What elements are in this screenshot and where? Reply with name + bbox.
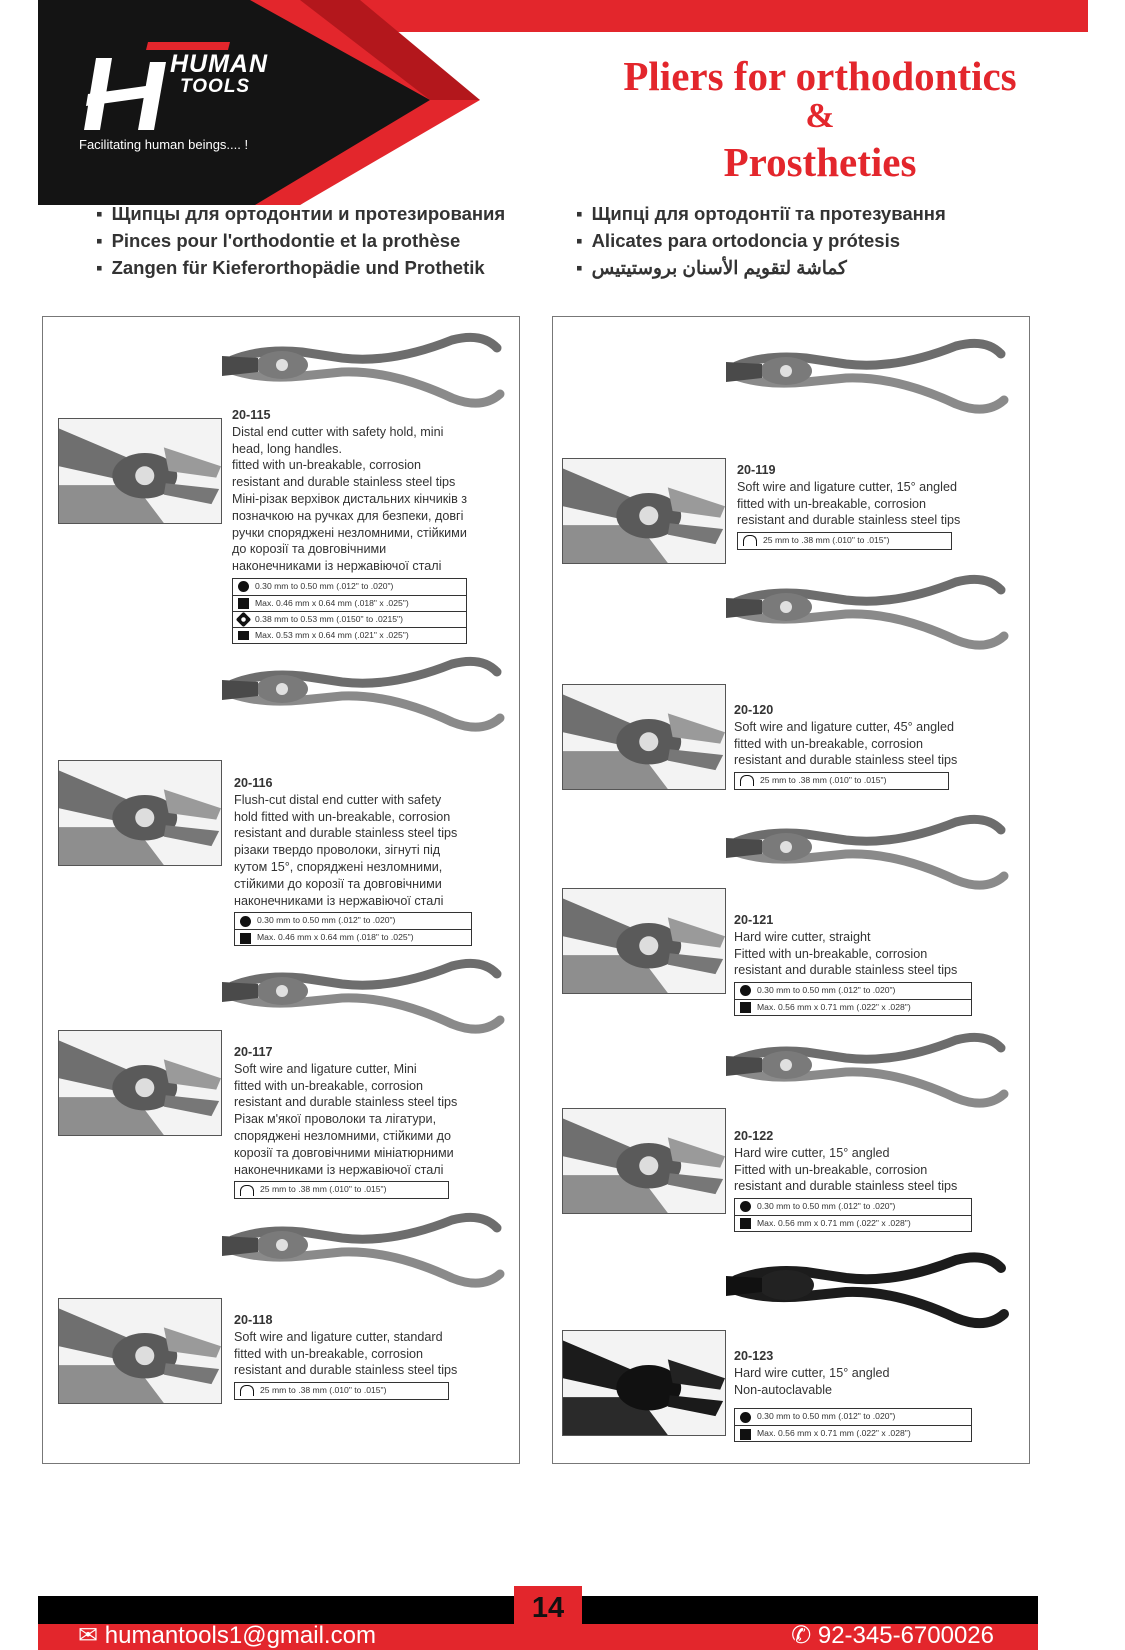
- product-description: Soft wire and ligature cutter, Mini fitted with un-breakable, corrosion resistant and durable stainless steel tips Різак м'якої проволоки та лігатури, споряджені незломними, стійкими до корозії та довговічними мініатюрними наконечниками із нержавіючої сталі: [234, 1061, 458, 1177]
- spec-row: Max. 0.56 mm x 0.71 mm (.022" x .028"): [735, 1215, 971, 1231]
- language-item: ▪ كماشة لتقويم الأسنان بروستيتيس: [576, 254, 946, 281]
- spec-table: [734, 982, 972, 1016]
- round-wire-icon: [240, 916, 251, 927]
- plier-image: [726, 812, 1016, 902]
- language-item: ▪ Щипці для ортодонтії та протезування: [576, 200, 946, 227]
- plier-closeup-photo: [562, 458, 726, 564]
- product-20-118: [234, 1312, 519, 1400]
- product-code: 20-119: [737, 463, 776, 477]
- product-code: 20-123: [734, 1349, 774, 1363]
- language-item: ▪ Zangen für Kieferorthopädie und Prothetik: [96, 254, 505, 281]
- product-code: 20-122: [734, 1129, 774, 1143]
- page-title-2: Prostheties: [723, 139, 917, 185]
- language-item: ▪ Щипцы для ортодонтии и протезирования: [96, 200, 505, 227]
- round-wire-icon: [740, 1412, 751, 1423]
- wire-size-icon: [240, 1185, 254, 1196]
- spec-row: 0.30 mm to 0.50 mm (.012" to .020"): [735, 1409, 971, 1425]
- language-item: ▪ Alicates para ortodoncia y prótesis: [576, 227, 946, 254]
- plier-closeup-photo: [58, 1298, 222, 1404]
- plier-closeup-photo: [562, 684, 726, 790]
- product-20-119: [737, 462, 1022, 550]
- square-wire-icon: [240, 933, 251, 944]
- product-description: Flush-cut distal end cutter with safety hold fitted with un-breakable, corrosion resistant and durable stainless steel tips різаки твердо проволоки, зігнуті під кутом 15°, споряджені незломними, стійкими до корозії та довговічними наконечниками із нержавіючої сталі: [234, 792, 458, 908]
- spec-row: 25 mm to .38 mm (.010" to .015"): [738, 533, 951, 549]
- brand-tagline: Facilitating human beings.... !: [79, 137, 249, 152]
- wire-size-icon: [240, 1385, 254, 1396]
- spec-table: [737, 532, 952, 550]
- wire-size-icon: [743, 535, 757, 546]
- round-wire-icon: [238, 581, 249, 592]
- language-item: ▪ Pinces pour l'orthodontie et la prothèse: [96, 227, 505, 254]
- plier-closeup-photo: [58, 1030, 222, 1136]
- brand-name-2: TOOLS: [180, 76, 251, 97]
- language-list-left: [96, 200, 505, 281]
- product-20-117: [234, 1044, 519, 1199]
- plier-closeup-photo: [562, 1108, 726, 1214]
- square-wire-icon: [740, 1429, 751, 1440]
- product-20-123: [734, 1348, 1019, 1442]
- spec-row: 0.38 mm to 0.53 mm (.0150" to .0215"): [233, 611, 466, 627]
- spec-table: [734, 1198, 972, 1232]
- product-code: 20-115: [232, 408, 271, 422]
- spec-row: 0.30 mm to 0.50 mm (.012" to .020"): [233, 579, 466, 595]
- spec-table: [234, 1181, 449, 1199]
- product-description: Hard wire cutter, straight Fitted with un-breakable, corrosion resistant and durable stainless steel tips: [734, 929, 958, 978]
- footer: [38, 1586, 1038, 1650]
- product-description: Soft wire and ligature cutter, 45° angled fitted with un-breakable, corrosion resistant and durable stainless steel tips: [734, 719, 958, 768]
- spec-row: 0.30 mm to 0.50 mm (.012" to .020"): [235, 913, 471, 929]
- product-code: 20-121: [734, 913, 774, 927]
- round-wire-icon: [740, 985, 751, 996]
- plier-image-black: [726, 1250, 1016, 1340]
- plier-image: [222, 1210, 512, 1300]
- page-title: Pliers for orthodontics: [623, 53, 1017, 99]
- product-20-116: [234, 775, 519, 946]
- plier-closeup-photo: [58, 418, 222, 524]
- plier-image: [222, 654, 512, 744]
- round-wire-icon: [740, 1201, 751, 1212]
- product-description: Hard wire cutter, 15° angled Fitted with un-breakable, corrosion resistant and durable stainless steel tips: [734, 1145, 958, 1194]
- phone-icon: ✆: [791, 1622, 812, 1649]
- product-code: 20-116: [234, 776, 273, 790]
- product-20-121: [734, 912, 1019, 1016]
- spec-row: 25 mm to .38 mm (.010" to .015"): [235, 1182, 448, 1198]
- spec-row: Max. 0.56 mm x 0.71 mm (.022" x .028"): [735, 1425, 971, 1441]
- square-wire-icon: [740, 1002, 751, 1013]
- plier-image: [726, 572, 1016, 662]
- language-list-right: [576, 200, 946, 281]
- spec-row: Max. 0.46 mm x 0.64 mm (.018" to .025"): [235, 929, 471, 945]
- product-20-120: [734, 702, 1019, 790]
- page-number: 14: [514, 1586, 582, 1630]
- product-20-122: [734, 1128, 1019, 1232]
- plier-image: [726, 336, 1016, 426]
- spec-table: [234, 912, 472, 946]
- spec-row: Max. 0.56 mm x 0.71 mm (.022" x .028"): [735, 999, 971, 1015]
- product-description: Distal end cutter with safety hold, mini head, long handles. fitted with un-breakable, corrosion resistant and durable stainless steel tips Міні-різак верхівок дистальних кінчиків з позначкою на ручках для безпеки, довгі ручки споряджені незломними, стійкими до корозії та довговічними наконечниками із нержавіючої сталі: [232, 424, 468, 574]
- spec-row: Max. 0.53 mm x 0.64 mm (.021" x .025"): [233, 627, 466, 643]
- product-code: 20-120: [734, 703, 774, 717]
- brand-name: HUMAN: [170, 50, 269, 78]
- spec-row: 0.30 mm to 0.50 mm (.012" to .020"): [735, 1199, 971, 1215]
- product-description: Hard wire cutter, 15° angled Non-autoclavable: [734, 1365, 890, 1397]
- spec-table: [734, 772, 949, 790]
- product-code: 20-118: [234, 1313, 273, 1327]
- footer-email[interactable]: ✉ humantools1@gmail.com: [78, 1622, 376, 1649]
- wire-size-icon: [740, 775, 754, 786]
- plier-image: [222, 956, 512, 1046]
- product-code: 20-117: [234, 1045, 273, 1059]
- spec-row: Max. 0.46 mm x 0.64 mm (.018" x .025"): [233, 595, 466, 611]
- spec-row: 25 mm to .38 mm (.010" to .015"): [235, 1383, 448, 1399]
- footer-phone[interactable]: ✆ 92-345-6700026: [791, 1622, 994, 1649]
- spec-row: 0.30 mm to 0.50 mm (.012" to .020"): [735, 983, 971, 999]
- mail-icon: ✉: [78, 1622, 99, 1649]
- plier-closeup-photo: [562, 1330, 726, 1436]
- spec-table: [734, 1408, 972, 1442]
- rectangular-wire-icon: [238, 631, 249, 640]
- braided-wire-icon: [236, 612, 252, 628]
- product-20-115: [232, 407, 517, 644]
- product-description: Soft wire and ligature cutter, 15° angled fitted with un-breakable, corrosion resistant and durable stainless steel tips: [737, 479, 961, 528]
- spec-table: [232, 578, 467, 644]
- square-wire-icon: [740, 1218, 751, 1229]
- plier-closeup-photo: [58, 760, 222, 866]
- spec-row: 25 mm to .38 mm (.010" to .015"): [735, 773, 948, 789]
- plier-image: [726, 1030, 1016, 1120]
- product-description: Soft wire and ligature cutter, standard fitted with un-breakable, corrosion resistant and durable stainless steel tips: [234, 1329, 458, 1378]
- square-wire-icon: [238, 598, 249, 609]
- plier-closeup-photo: [562, 888, 726, 994]
- page-title-ampersand: &: [805, 96, 835, 135]
- spec-table: [234, 1382, 449, 1400]
